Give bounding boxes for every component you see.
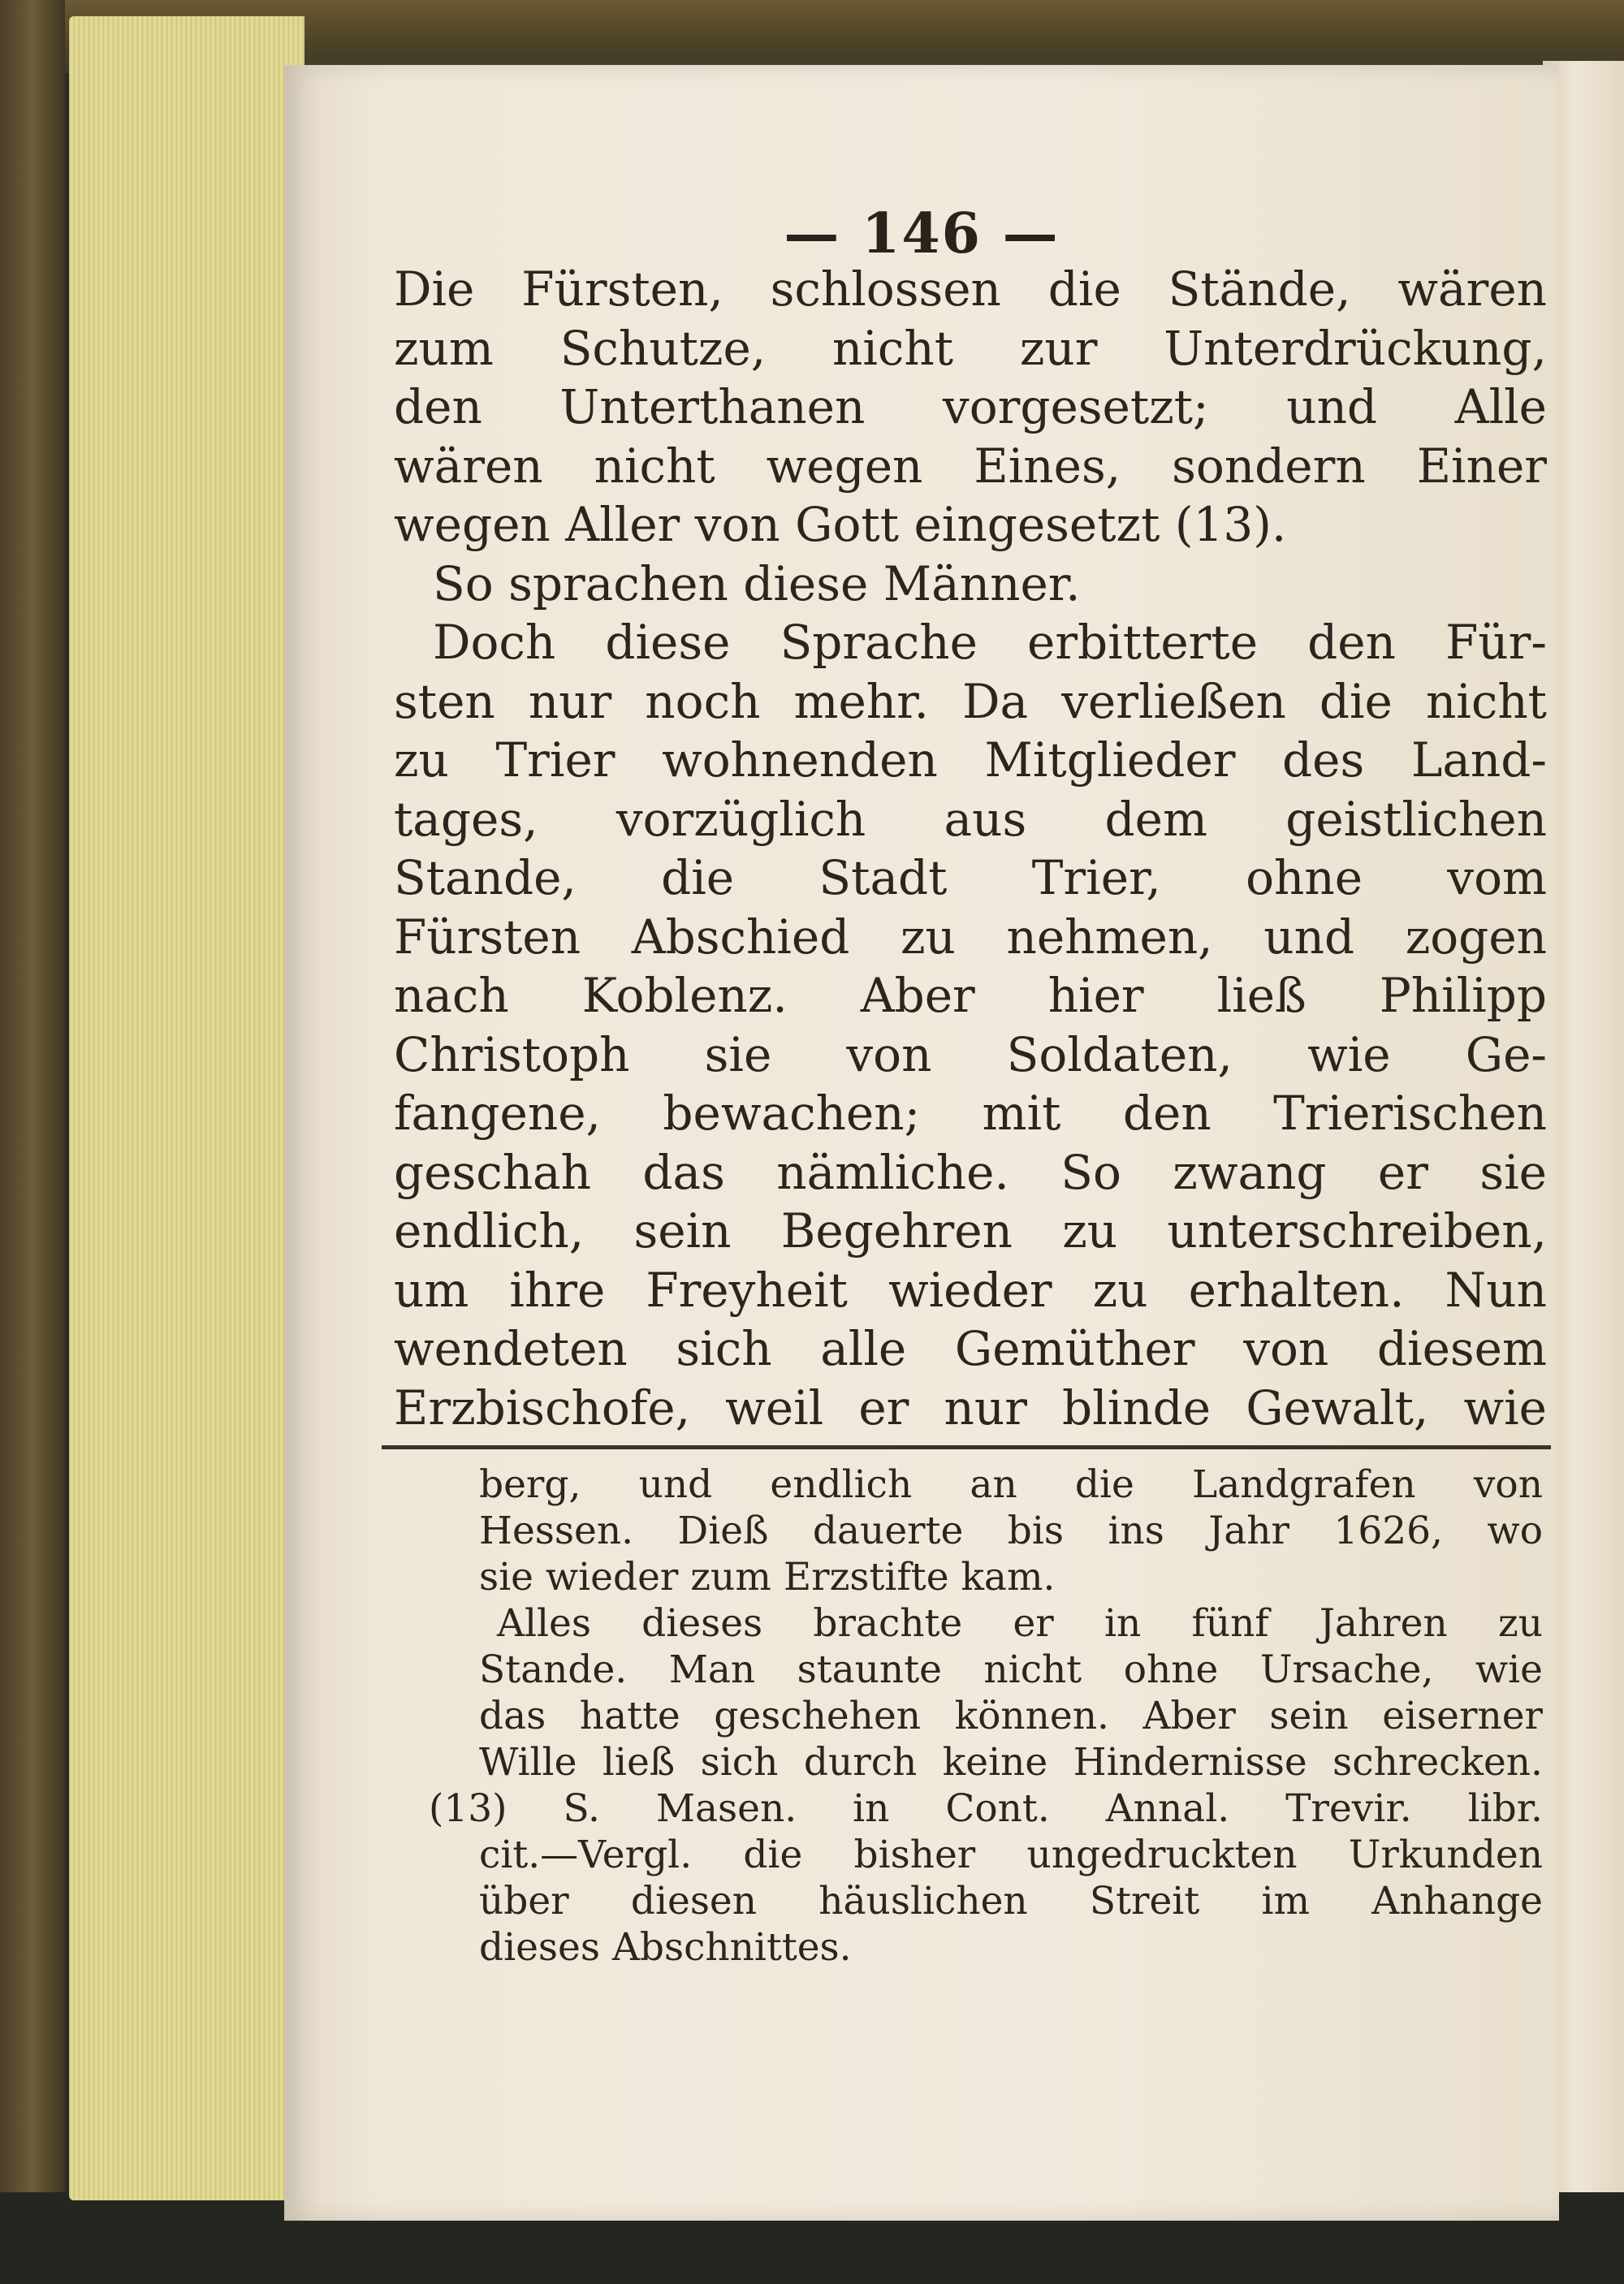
text-line: um ihre Freyheit wieder zu erhalten. Nun xyxy=(394,1262,1547,1318)
text-line: wegen Aller von Gott eingesetzt (13). xyxy=(394,497,1287,552)
book-page xyxy=(284,65,1559,2221)
text-line: wendeten sich alle Gemüther von diesem xyxy=(394,1321,1547,1376)
footnote-divider xyxy=(382,1445,1551,1449)
footnote-line: das hatte geschehen können. Aber sein eiserner xyxy=(479,1694,1543,1738)
text-line: geschah das nämliche. So zwang er sie xyxy=(394,1144,1547,1200)
text-line: Stande, die Stadt Trier, ohne vom xyxy=(394,850,1547,905)
footnote-line: Alles dieses brachte er in fünf Jahren zu xyxy=(497,1601,1543,1646)
footnote-line: sie wieder zum Erzstifte kam. xyxy=(479,1555,1056,1600)
text-line: zu Trier wohnenden Mitglieder des Land- xyxy=(394,732,1547,788)
text-line: zum Schutze, nicht zur Unterdrückung, xyxy=(394,320,1547,376)
text-line: nach Koblenz. Aber hier ließ Philipp xyxy=(394,968,1547,1023)
text-line: sten nur noch mehr. Da verließen die nicht xyxy=(394,673,1547,729)
footnote-line: Wille ließ sich durch keine Hindernisse schrecken. xyxy=(479,1740,1543,1785)
text-line: tages, vorzüglich aus dem geistlichen xyxy=(394,791,1547,847)
text-line: So sprachen diese Männer. xyxy=(433,555,1081,611)
main-text xyxy=(394,260,1547,1437)
text-line: Die Fürsten, schlossen die Stände, wären xyxy=(394,261,1547,317)
page-edges-stack xyxy=(69,16,304,2200)
text-line: Doch diese Sprache erbitterte den Für- xyxy=(433,615,1547,670)
text-line: Fürsten Abschied zu nehmen, und zogen xyxy=(394,909,1547,965)
page-number: — 146 — xyxy=(784,201,1060,266)
text-line: endlich, sein Begehren zu unterschreiben, xyxy=(394,1203,1547,1259)
text-line: fangene, bewachen; mit den Trierischen xyxy=(394,1086,1547,1141)
footnote-line: Stande. Man staunte nicht ohne Ursache, wie xyxy=(479,1647,1543,1692)
book-cover-left xyxy=(0,0,65,2284)
text-line: den Unterthanen vorgesetzt; und Alle xyxy=(394,379,1547,434)
footnote-line: (13) S. Masen. in Cont. Annal. Trevir. libr. xyxy=(429,1786,1543,1831)
footnote-line: über diesen häuslichen Streit im Anhange xyxy=(479,1879,1543,1923)
footnote-line: berg, und endlich an die Landgrafen von xyxy=(479,1462,1543,1507)
text-line: Erzbischofe, weil er nur blinde Gewalt, wie xyxy=(394,1379,1547,1436)
footnote-line: cit.—Vergl. die bisher ungedruckten Urkunden xyxy=(479,1833,1543,1877)
text-line: Christoph sie von Soldaten, wie Ge- xyxy=(394,1026,1547,1082)
footnotes xyxy=(429,1462,1543,1971)
footnote-line: dieses Abschnittes. xyxy=(479,1925,852,1970)
text-line: wären nicht wegen Eines, sondern Einer xyxy=(394,438,1547,494)
footnote-line: Hessen. Dieß dauerte bis ins Jahr 1626, wo xyxy=(479,1509,1543,1553)
